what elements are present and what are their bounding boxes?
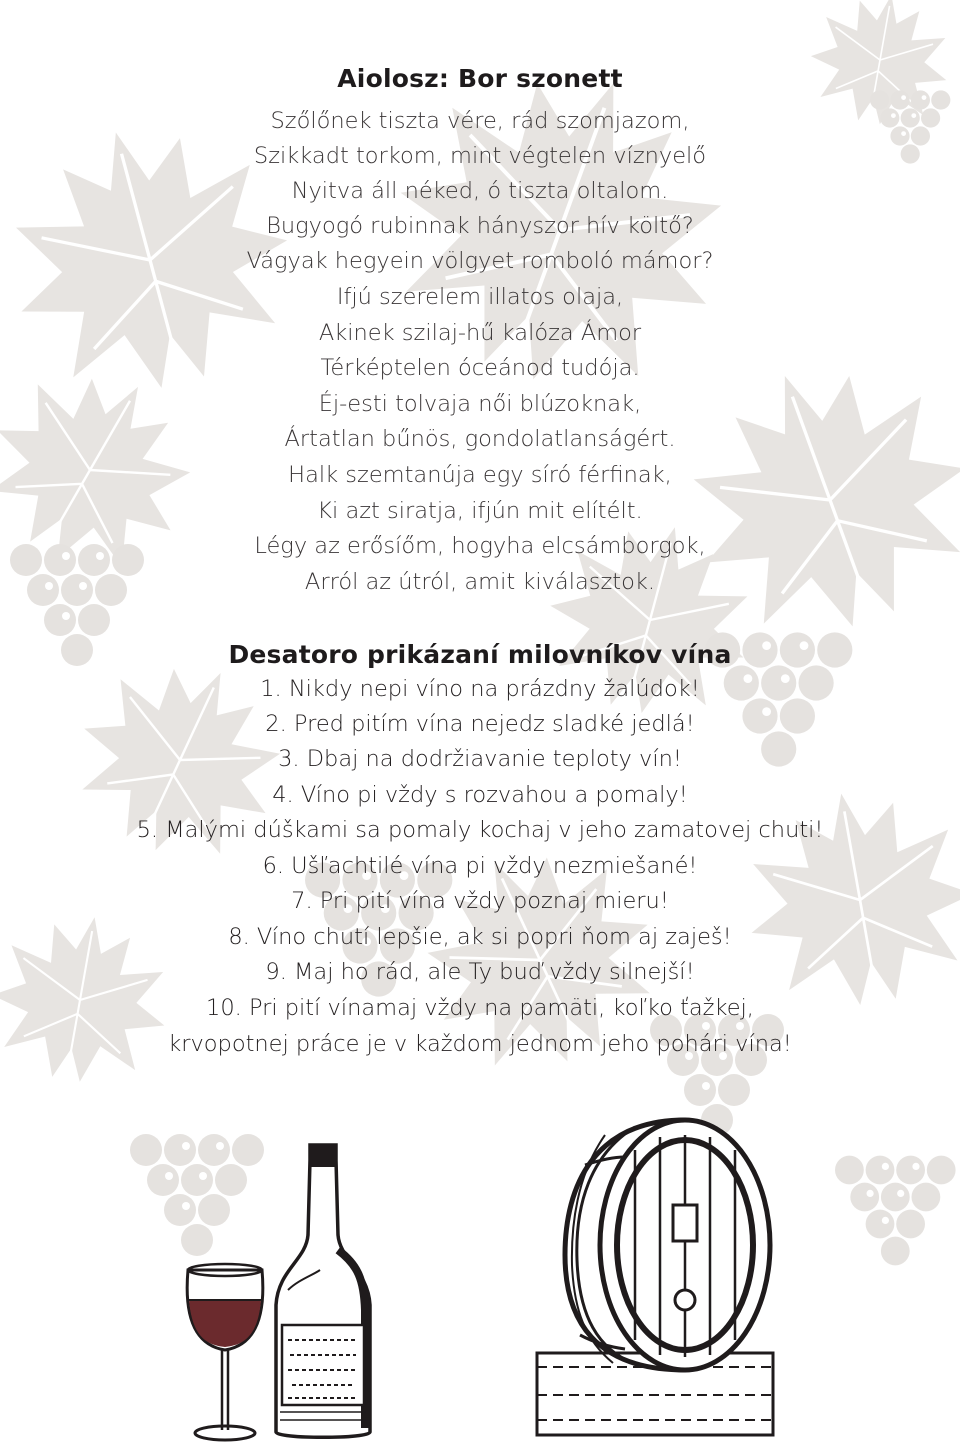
poem-line: Akinek szilaj-hű kalóza Ámor <box>318 320 642 346</box>
rule-line: 9. Maj ho rád, ale Ty buď vždy silnejší! <box>265 959 695 985</box>
wine-barrel-icon <box>525 1105 785 1445</box>
rule-line: 7. Pri pití vína vždy poznaj mieru! <box>291 888 669 914</box>
poem-line: Szőlőnek tiszta vére, rád szomjazom, <box>270 108 690 134</box>
poem-line: Légy az erősíőm, hogyha elcsámborgok, <box>254 533 706 559</box>
rule-line: 2. Pred pitím vína nejedz sladké jedlá! <box>265 711 695 737</box>
poem-line: Ártatlan bűnös, gondolatlanságért. <box>284 426 676 452</box>
rule-line: 10. Pri pití vínamaj vždy na pamäti, koľko ťažkej, <box>206 995 754 1021</box>
rule-line: 4. Víno pi vždy s rozvahou a pomaly! <box>272 782 688 808</box>
poem-line: Halk szemtanúja egy síró férfinak, <box>288 462 672 488</box>
grape-cluster-icon <box>130 1134 264 1256</box>
poem-line: Bugyogó rubinnak hányszor hív költő? <box>266 213 694 239</box>
poem-line: Térképtelen óceánod tudója. <box>320 355 640 381</box>
poem-title: Aiolosz: Bor szonett <box>337 64 623 93</box>
poem-line: Arról az útról, amit kiválasztok. <box>304 569 656 595</box>
wine-glass-icon <box>180 1255 270 1445</box>
poem-line: Vágyak hegyein völgyet romboló mámor? <box>246 248 714 274</box>
rules-title: Desatoro prikázaní milovníkov vína <box>228 640 732 669</box>
rule-line: 3. Dbaj na dodržiavanie teploty vín! <box>278 746 682 772</box>
rule-line: 8. Víno chutí lepšie, ak si popri ňom aj zaješ! <box>228 924 732 950</box>
rule-line: krvopotnej práce je v každom jednom jeho pohári vína! <box>168 1031 792 1057</box>
poem-line: Nyitva áll néked, ó tiszta oltalom. <box>291 178 669 204</box>
poem-line: Szikkadt torkom, mint végtelen víznyelő <box>253 143 707 169</box>
rule-line: 1. Nikdy nepi víno na prázdny žalúdok! <box>260 676 700 702</box>
wine-bottle-icon <box>268 1140 378 1445</box>
grape-cluster-icon <box>835 1156 956 1266</box>
rule-line: 6. Ušľachtilé vína pi vždy nezmiešané! <box>262 853 698 879</box>
poem-line: Ki azt siratja, ifjún mit elítélt. <box>317 498 643 524</box>
poem-line: Éj-esti tolvaja női blúzoknak, <box>318 391 642 417</box>
rule-line: 5. Malými dúškami sa pomaly kochaj v jeho zamatovej chuti! <box>136 817 824 843</box>
poem-line: Ifjú szerelem illatos olaja, <box>336 284 624 310</box>
